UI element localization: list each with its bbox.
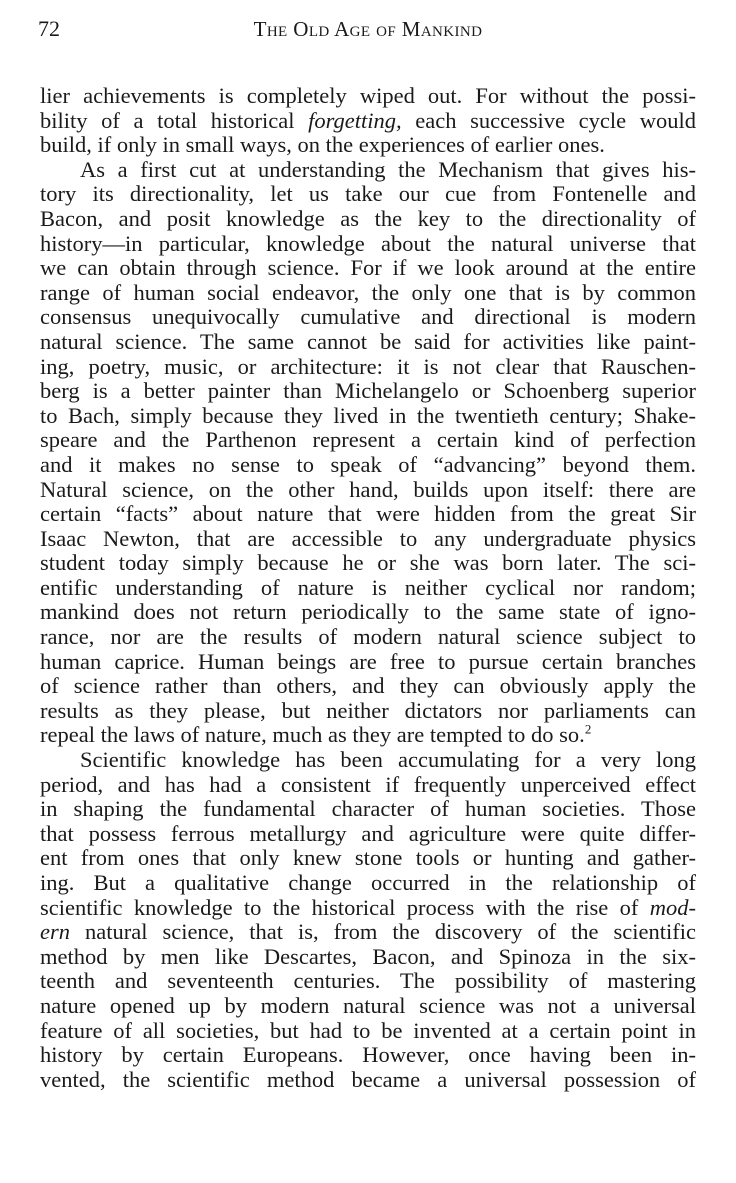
- text-line: lier achievements is completely wiped out. For without the possi-: [40, 83, 696, 108]
- text-line: method by men like Descartes, Bacon, and Spinoza in the six-: [40, 943, 696, 969]
- text-line: period, and has had a consistent if frequently unperceived effect: [40, 771, 696, 797]
- text-line: build, if only in small ways, on the experiences of earlier ones.: [40, 132, 605, 158]
- text-line: results as they please, but neither dictators nor parliaments can: [40, 697, 696, 723]
- emphasis: ern: [40, 919, 70, 945]
- text-line: range of human social endeavor, the only one that is by common: [40, 279, 696, 305]
- text-line: history—in particular, knowledge about the natural universe that: [40, 230, 696, 256]
- text-line: history by certain Europeans. However, once having been in-: [40, 1042, 696, 1068]
- text-line: Bacon, and posit knowledge as the key to the directionality of: [40, 205, 696, 231]
- text-line: consensus unequivocally cumulative and directional is modern: [40, 304, 696, 330]
- text-line: entific understanding of nature is neither cyclical nor random;: [40, 574, 696, 600]
- text-line: natural science. The same cannot be said for activities like paint-: [40, 328, 696, 354]
- text-line: ing, poetry, music, or architecture: it is not clear that Rauschen-: [40, 353, 696, 379]
- text-line: certain “facts” about nature that were hidden from the great Sir: [40, 501, 696, 527]
- text-line: Natural science, on the other hand, builds upon itself: there are: [40, 476, 696, 502]
- text-line: human caprice. Human beings are free to pursue certain branches: [40, 648, 696, 674]
- text-line: ent from ones that only knew stone tools or hunting and gather-: [40, 845, 696, 871]
- text-line: that possess ferrous metallurgy and agriculture were quite differ-: [40, 820, 696, 846]
- emphasis: mod-: [649, 894, 696, 920]
- text-line: As a first cut at understanding the Mechanism that gives his-: [80, 156, 696, 182]
- page-number: 72: [38, 16, 60, 41]
- text-line: mankind does not return periodically to the same state of igno-: [40, 599, 696, 625]
- text-line: tory its directionality, let us take our cue from Fontenelle and: [40, 181, 696, 207]
- text-line: ing. But a qualitative change occurred in the relationship of: [40, 870, 696, 895]
- text-line: scientific knowledge to the historical process with the rise of mod-: [40, 894, 696, 920]
- text-line: repeal the laws of nature, much as they are tempted to do so.$^2$: [40, 721, 592, 748]
- footnote-marker: 2: [584, 721, 592, 737]
- running-title: The Old Age of Mankind: [253, 17, 483, 41]
- text-line: to Bach, simply because they lived in the twentieth century; Shake-: [40, 402, 696, 428]
- text-line: rance, nor are the results of modern natural science subject to: [40, 624, 696, 650]
- running-head: [38, 16, 698, 42]
- text-line: vented, the scientific method became a universal possession of: [40, 1066, 696, 1092]
- text-line: speare and the Parthenon represent a certain kind of perfection: [40, 427, 696, 453]
- text-line: teenth and seventeenth centuries. The possibility of mastering: [40, 968, 696, 994]
- text-line: student today simply because he or she was born later. The sci-: [40, 550, 696, 576]
- text-line: ern natural science, that is, from the discovery of the scientific: [40, 919, 696, 945]
- text-line: bility of a total historical forgetting, each successive cycle would: [40, 107, 697, 133]
- emphasis: forgetting,: [308, 107, 402, 133]
- text-line: we can obtain through science. For if we look around at the entire: [40, 255, 696, 281]
- text-line: and it makes no sense to speak of “advancing” beyond them.: [40, 451, 696, 477]
- text-line: feature of all societies, but had to be invented at a certain point in: [40, 1017, 696, 1043]
- body-text: [40, 84, 696, 1092]
- text-line: Isaac Newton, that are accessible to any undergraduate physics: [40, 525, 696, 551]
- text-line: of science rather than others, and they can obviously apply the: [40, 673, 696, 699]
- text-line: nature opened up by modern natural science was not a universal: [40, 992, 696, 1018]
- text-line: Scientific knowledge has been accumulating for a very long: [80, 747, 696, 773]
- text-line: in shaping the fundamental character of human societies. Those: [40, 796, 696, 822]
- text-line: berg is a better painter than Michelangelo or Schoenberg superior: [40, 378, 696, 404]
